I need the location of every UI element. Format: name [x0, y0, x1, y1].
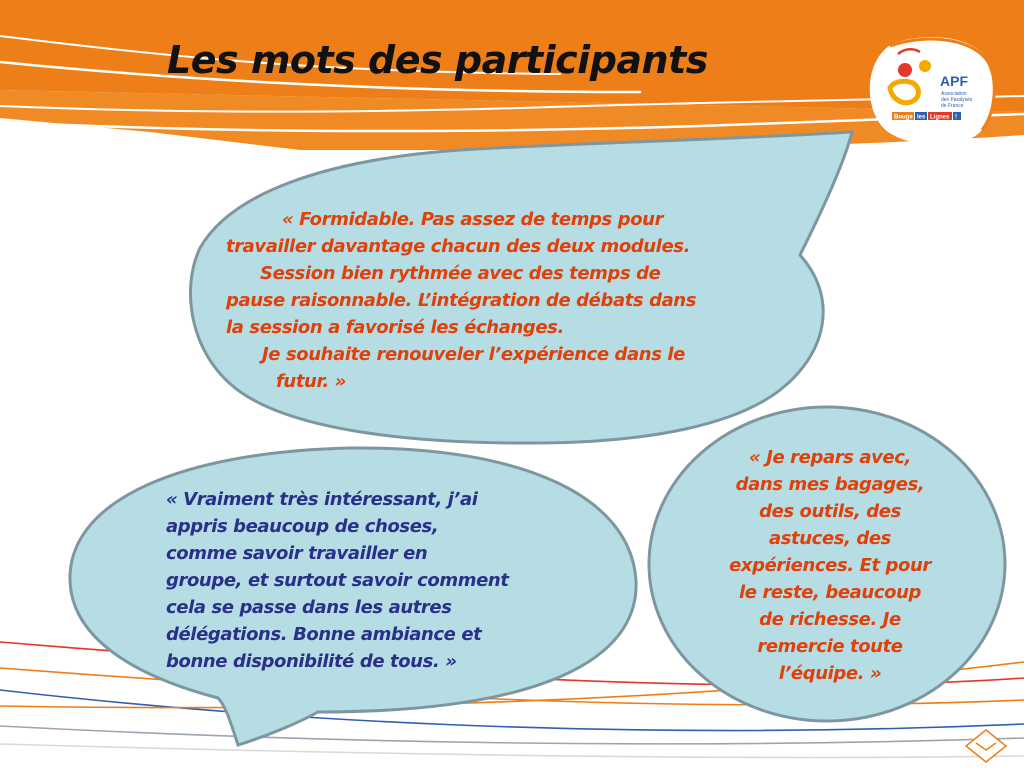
quote-right-line: l’équipe. » — [778, 663, 882, 684]
quote-left — [166, 486, 566, 675]
quote-right-line: dans mes bagages, — [735, 474, 925, 495]
quote-right-line: astuces, des — [769, 528, 891, 549]
quote-top — [226, 206, 766, 395]
quote-left-line: appris beaucoup de choses, — [166, 516, 439, 537]
quote-top-line: travailler davantage chacun des deux modules. — [226, 236, 691, 257]
apf-logo — [870, 37, 995, 145]
quote-right-line: le reste, beaucoup — [739, 582, 921, 603]
quote-top-line: Je souhaite renouveler l’expérience dans le — [262, 344, 685, 365]
logo-org-line-3: de France — [941, 103, 964, 109]
quote-left-line: « Vraiment très intéressant, j’ai — [166, 489, 478, 510]
logo-tag-4: ! — [955, 114, 957, 121]
quote-right-line: des outils, des — [759, 501, 901, 522]
quote-top-line: futur. » — [276, 371, 346, 392]
logo-tag-2: les — [917, 114, 926, 121]
logo-org-line-1: Association — [941, 91, 967, 97]
quote-right — [700, 444, 960, 687]
logo-acronym: APF — [940, 73, 968, 89]
quote-top-line: Session bien rythmée avec des temps de — [260, 263, 661, 284]
quote-left-line: bonne disponibilité de tous. » — [166, 651, 457, 672]
logo-tag-3: Lignes — [930, 114, 950, 121]
quote-left-line: cela se passe dans les autres — [166, 597, 452, 618]
quote-right-line: remercie toute — [757, 636, 903, 657]
quote-right-line: expériences. Et pour — [729, 555, 931, 576]
slide-title: Les mots des participants — [167, 38, 708, 82]
logo-org-line-2: des Paralysés — [941, 97, 973, 103]
quote-left-line: comme savoir travailler en — [166, 543, 428, 564]
quote-left-line: délégations. Bonne ambiance et — [166, 624, 482, 645]
quote-right-line: de richesse. Je — [759, 609, 901, 630]
quote-top-line: pause raisonnable. L’intégration de débats dans — [226, 290, 697, 311]
quote-top-line: la session a favorisé les échanges. — [226, 317, 564, 338]
quote-top-line: « Formidable. Pas assez de temps pour — [282, 209, 664, 230]
logo-tag-1: Bouge — [894, 114, 913, 121]
quote-left-line: groupe, et surtout savoir comment — [166, 570, 509, 591]
quote-right-line: « Je repars avec, — [749, 447, 911, 468]
